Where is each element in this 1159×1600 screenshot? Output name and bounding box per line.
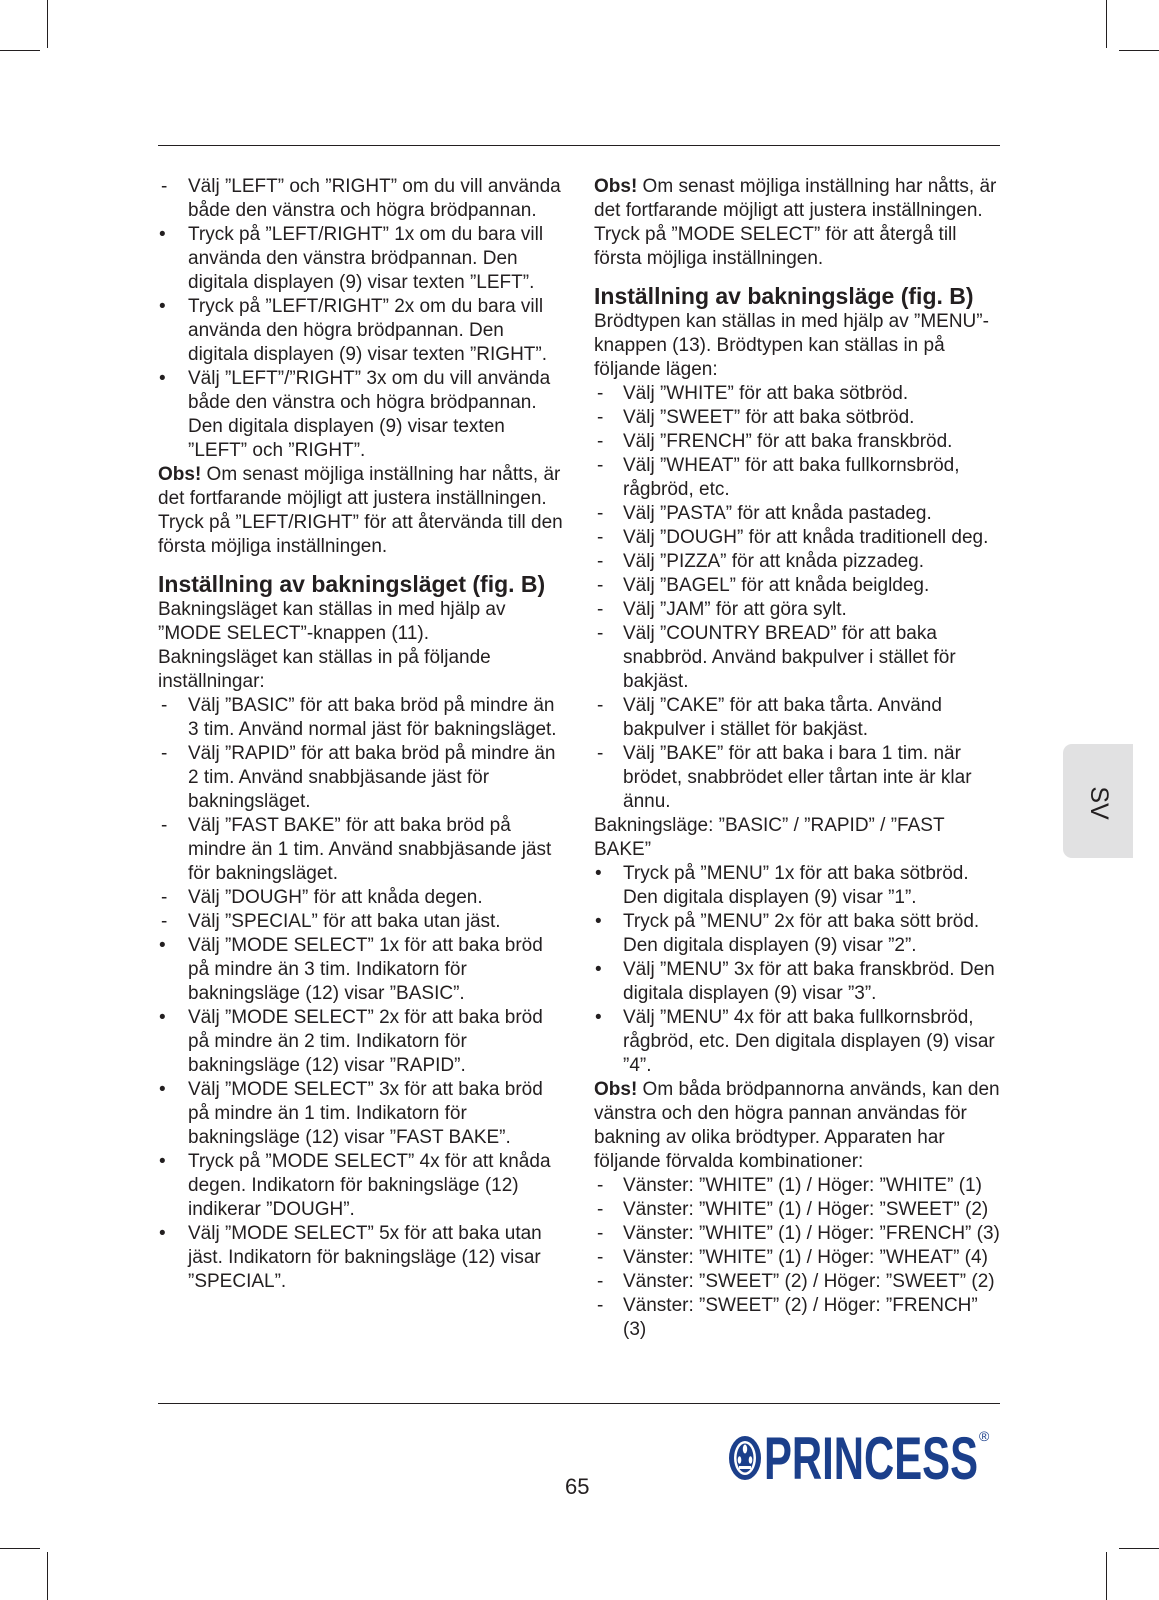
page-number: 65 xyxy=(565,1474,590,1499)
list-item xyxy=(158,886,568,910)
list-item xyxy=(158,367,568,463)
dash-marker: - xyxy=(161,815,168,836)
bullet-marker: • xyxy=(159,368,166,389)
list-item xyxy=(594,1174,1004,1198)
left-list-b xyxy=(158,694,568,1294)
list-item-text: Välj ”BAKE” för att baka i bara 1 tim. när brödet, snabbrödet eller tårtan inte är klar ännu. xyxy=(623,743,972,812)
bottom-rule xyxy=(158,1403,1000,1404)
list-item xyxy=(594,406,1004,430)
left-column xyxy=(158,175,568,1294)
list-item xyxy=(594,622,1004,694)
obs-note xyxy=(158,463,568,559)
list-item xyxy=(158,814,568,886)
dash-marker: - xyxy=(597,575,604,596)
dash-marker: - xyxy=(161,176,168,197)
list-item-text: Välj ”MENU” 3x för att baka franskbröd. Den digitala displayen (9) visar ”3”. xyxy=(623,959,995,1004)
list-item-text: Välj ”FAST BAKE” för att baka bröd på mindre än 1 tim. Använd snabbjäsande jäst för bakningsläget. xyxy=(188,815,552,884)
bullet-marker: • xyxy=(159,935,166,956)
list-item-text: Vänster: ”SWEET” (2) / Höger: ”SWEET” (2) xyxy=(623,1271,995,1292)
list-item xyxy=(594,910,1004,958)
list-item xyxy=(594,694,1004,742)
list-item-text: Tryck på ”MODE SELECT” 4x för att knåda degen. Indikatorn för bakningsläge (12) indikerar ”DOUGH”. xyxy=(188,1151,551,1220)
dash-marker: - xyxy=(161,911,168,932)
dash-marker: - xyxy=(597,407,604,428)
dash-marker: - xyxy=(161,743,168,764)
list-item-text: Vänster: ”WHITE” (1) / Höger: ”SWEET” (2) xyxy=(623,1199,989,1220)
dash-marker: - xyxy=(597,503,604,524)
list-item-text: Välj ”LEFT” och ”RIGHT” om du vill använda både den vänstra och högra brödpannan. xyxy=(188,176,561,221)
list-item-text: Tryck på ”LEFT/RIGHT” 2x om du bara vill använda den högra brödpannan. Den digitala displayen (9) visar texten ”RIGHT”. xyxy=(188,296,548,365)
dash-marker: - xyxy=(161,887,168,908)
list-item-text: Välj ”WHITE” för att baka sötbröd. xyxy=(623,383,909,404)
bullet-marker: • xyxy=(595,911,602,932)
modes-line: Bakningsläge: ”BASIC” / ”RAPID” / ”FAST BAKE” xyxy=(594,815,945,860)
bullet-marker: • xyxy=(159,296,166,317)
bullet-marker: • xyxy=(595,1007,602,1028)
obs-note xyxy=(594,1078,1004,1174)
list-item xyxy=(594,1270,1004,1294)
obs-label: Obs! xyxy=(594,1079,638,1100)
list-item-text: Tryck på ”MENU” 1x för att baka sötbröd. Den digitala displayen (9) visar ”1”. xyxy=(623,863,969,908)
list-item-text: Välj ”WHEAT” för att baka fullkornsbröd, rågbröd, etc. xyxy=(623,455,960,500)
list-item xyxy=(158,1222,568,1294)
list-item-text: Välj ”FRENCH” för att baka franskbröd. xyxy=(623,431,953,452)
right-list-b xyxy=(594,862,1004,1078)
list-item-text: Välj ”MODE SELECT” 3x för att baka bröd på mindre än 1 tim. Indikatorn för bakningsläge (12) visar ”FAST BAKE”. xyxy=(188,1079,543,1148)
list-item xyxy=(594,1222,1004,1246)
crown-emblem-icon xyxy=(729,1436,761,1480)
bullet-marker: • xyxy=(595,863,602,884)
list-item xyxy=(594,1294,1004,1342)
obs-label: Obs! xyxy=(158,464,202,485)
crop-mark xyxy=(1106,0,1107,48)
dash-marker: - xyxy=(597,1223,604,1244)
list-item xyxy=(594,1198,1004,1222)
list-item-text: Välj ”SPECIAL” för att baka utan jäst. xyxy=(188,911,501,932)
list-item xyxy=(158,934,568,1006)
list-item xyxy=(594,502,1004,526)
obs-text: Om senast möjliga inställning har nåtts, är det fortfarande möjligt att justera inställningen. Tryck på ”MODE SELECT” för att återgå till första möjliga inställningen. xyxy=(594,176,997,269)
obs-label: Obs! xyxy=(594,176,638,197)
list-item xyxy=(158,295,568,367)
list-item xyxy=(158,1078,568,1150)
crop-mark xyxy=(0,50,40,51)
crop-mark xyxy=(47,0,48,48)
dash-marker: - xyxy=(597,1175,604,1196)
list-item-text: Välj ”MODE SELECT” 1x för att baka bröd på mindre än 3 tim. Indikatorn för bakningsläge (12) visar ”BASIC”. xyxy=(188,935,543,1004)
list-item xyxy=(594,1006,1004,1078)
list-item-text: Vänster: ”WHITE” (1) / Höger: ”FRENCH” (3) xyxy=(623,1223,1000,1244)
list-item xyxy=(158,175,568,223)
dash-marker: - xyxy=(597,695,604,716)
crop-mark xyxy=(1119,50,1159,51)
dash-marker: - xyxy=(597,455,604,476)
list-item xyxy=(594,862,1004,910)
list-item xyxy=(594,382,1004,406)
section-heading: Inställning av bakningsläge (fig. B) xyxy=(594,283,974,309)
list-item xyxy=(594,550,1004,574)
crop-mark xyxy=(47,1552,48,1600)
list-item-text: Tryck på ”LEFT/RIGHT” 1x om du bara vill använda den vänstra brödpannan. Den digitala displayen (9) visar texten ”LEFT”. xyxy=(188,224,544,293)
bullet-marker: • xyxy=(595,959,602,980)
list-item xyxy=(158,742,568,814)
dash-marker: - xyxy=(597,599,604,620)
right-column xyxy=(594,175,1004,1342)
dash-marker: - xyxy=(597,1199,604,1220)
dash-marker: - xyxy=(597,1247,604,1268)
left-list-a xyxy=(158,175,568,463)
crop-mark xyxy=(1106,1552,1107,1600)
dash-marker: - xyxy=(597,623,604,644)
intro-paragraph: Bakningsläget kan ställas in på följande inställningar: xyxy=(158,647,491,692)
list-item-text: Välj ”RAPID” för att baka bröd på mindre än 2 tim. Använd snabbjäsande jäst för bakningsläget. xyxy=(188,743,556,812)
section-heading: Inställning av bakningsläget (fig. B) xyxy=(158,571,546,597)
dash-marker: - xyxy=(597,743,604,764)
intro-paragraph: Bakningsläget kan ställas in med hjälp av ”MODE SELECT”-knappen (11). xyxy=(158,599,506,644)
list-item xyxy=(158,1006,568,1078)
list-item xyxy=(594,958,1004,1006)
list-item xyxy=(594,526,1004,550)
language-tab-label: SV xyxy=(1085,786,1113,820)
list-item-text: Välj ”MENU” 4x för att baka fullkornsbröd, rågbröd, etc. Den digitala displayen (9) visar ”4”. xyxy=(623,1007,995,1076)
list-item xyxy=(594,598,1004,622)
top-rule xyxy=(158,145,1000,146)
list-item-text: Välj ”JAM” för att göra sylt. xyxy=(623,599,847,620)
logo-wordmark: PRINCESS xyxy=(764,1425,978,1487)
list-item xyxy=(158,910,568,934)
dash-marker: - xyxy=(597,383,604,404)
princess-logo xyxy=(726,1425,998,1487)
list-item xyxy=(594,454,1004,502)
list-item-text: Vänster: ”WHITE” (1) / Höger: ”WHEAT” (4) xyxy=(623,1247,988,1268)
list-item xyxy=(594,430,1004,454)
list-item-text: Vänster: ”SWEET” (2) / Höger: ”FRENCH” (3) xyxy=(623,1295,978,1340)
obs-note xyxy=(594,175,1004,271)
bullet-marker: • xyxy=(159,1079,166,1100)
list-item xyxy=(158,694,568,742)
right-list-a xyxy=(594,382,1004,814)
list-item xyxy=(594,742,1004,814)
list-item-text: Vänster: ”WHITE” (1) / Höger: ”WHITE” (1) xyxy=(623,1175,982,1196)
list-item-text: Välj ”PASTA” för att knåda pastadeg. xyxy=(623,503,932,524)
dash-marker: - xyxy=(161,695,168,716)
list-item-text: Välj ”DOUGH” för att knåda degen. xyxy=(188,887,483,908)
obs-text: Om senast möjliga inställning har nåtts, är det fortfarande möjligt att justera inställningen. Tryck på ”LEFT/RIGHT” för att återvända till den första möjliga inställningen. xyxy=(158,464,563,557)
list-item-text: Välj ”BASIC” för att baka bröd på mindre än 3 tim. Använd normal jäst för bakningsläget. xyxy=(188,695,557,740)
dash-marker: - xyxy=(597,1295,604,1316)
list-item-text: Välj ”LEFT”/”RIGHT” 3x om du vill använda både den vänstra och högra brödpannan. Den digitala displayen (9) visar texten ”LEFT” och ”RIGHT”. xyxy=(188,368,551,461)
list-item-text: Välj ”SWEET” för att baka sötbröd. xyxy=(623,407,915,428)
list-item-text: Välj ”MODE SELECT” 5x för att baka utan jäst. Indikatorn för bakningsläge (12) visar ”SPECIAL”. xyxy=(188,1223,542,1292)
registered-mark: ® xyxy=(979,1428,990,1444)
obs-text: Om båda brödpannorna används, kan den vänstra och den högra pannan användas för bakning av olika brödtyper. Apparaten har följande förvalda kombinationer: xyxy=(594,1079,1000,1172)
bullet-marker: • xyxy=(159,224,166,245)
dash-marker: - xyxy=(597,1271,604,1292)
list-item-text: Välj ”PIZZA” för att knåda pizzadeg. xyxy=(623,551,924,572)
dash-marker: - xyxy=(597,431,604,452)
bullet-marker: • xyxy=(159,1007,166,1028)
list-item-text: Välj ”DOUGH” för att knåda traditionell deg. xyxy=(623,527,989,548)
list-item-text: Tryck på ”MENU” 2x för att baka sött bröd. Den digitala displayen (9) visar ”2”. xyxy=(623,911,980,956)
list-item xyxy=(594,1246,1004,1270)
list-item xyxy=(158,223,568,295)
crop-mark xyxy=(0,1548,40,1549)
dash-marker: - xyxy=(597,551,604,572)
list-item-text: Välj ”CAKE” för att baka tårta. Använd bakpulver i stället för bakjäst. xyxy=(623,695,942,740)
list-item-text: Välj ”COUNTRY BREAD” för att baka snabbröd. Använd bakpulver i stället för bakjäst. xyxy=(623,623,956,692)
intro-paragraph: Brödtypen kan ställas in med hjälp av ”MENU”-knappen (13). Brödtypen kan ställas in på följande lägen: xyxy=(594,311,989,380)
list-item xyxy=(158,1150,568,1222)
right-list-c xyxy=(594,1174,1004,1342)
crop-mark xyxy=(1119,1548,1159,1549)
list-item-text: Välj ”MODE SELECT” 2x för att baka bröd på mindre än 2 tim. Indikatorn för bakningsläge (12) visar ”RAPID”. xyxy=(188,1007,543,1076)
bullet-marker: • xyxy=(159,1223,166,1244)
list-item-text: Välj ”BAGEL” för att knåda beigldeg. xyxy=(623,575,930,596)
list-item xyxy=(594,574,1004,598)
dash-marker: - xyxy=(597,527,604,548)
bullet-marker: • xyxy=(159,1151,166,1172)
